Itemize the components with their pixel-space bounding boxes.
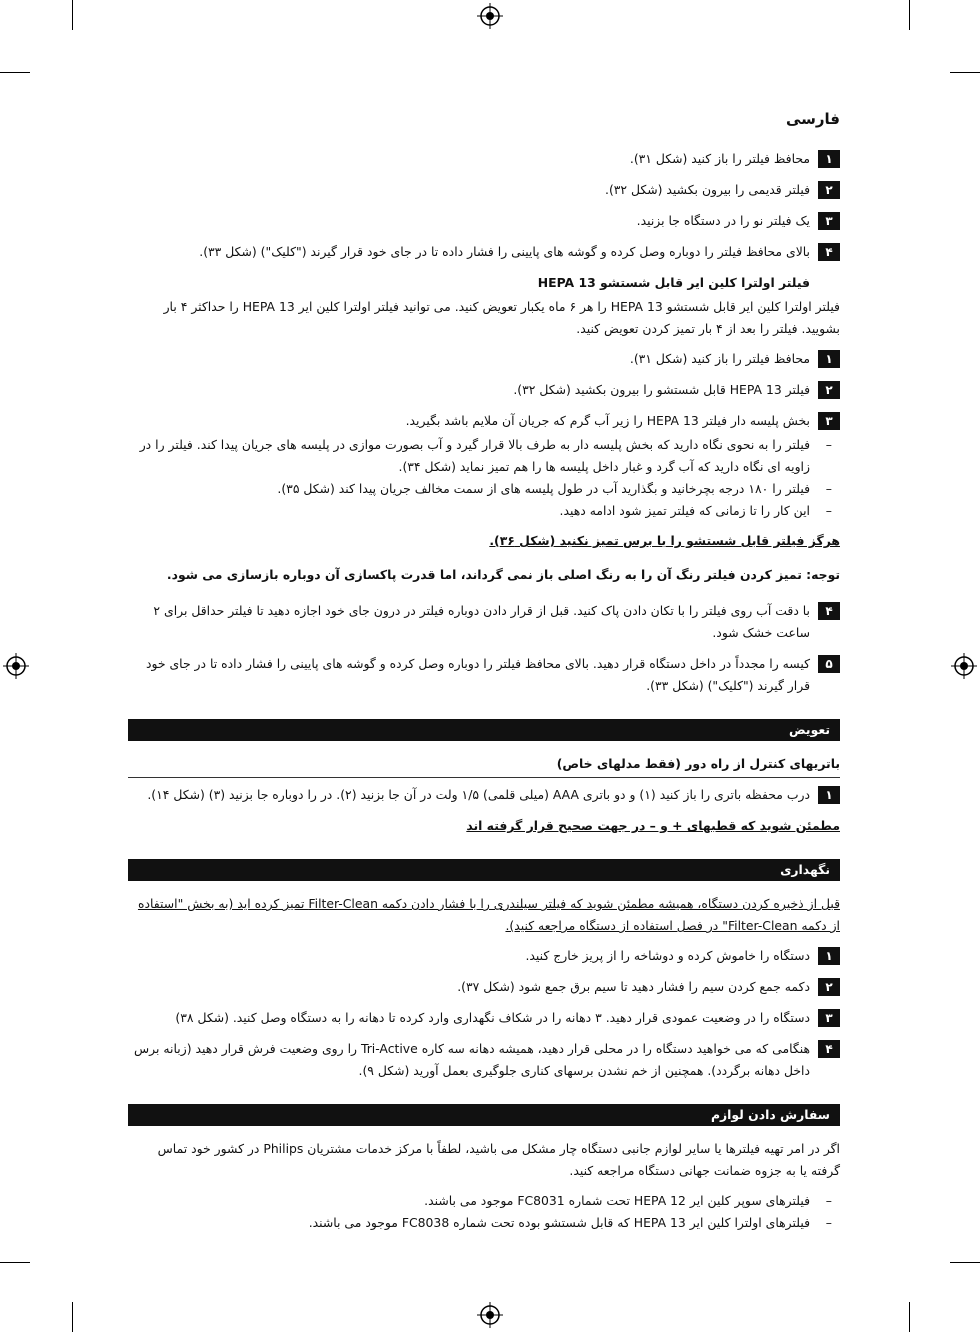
step-text: فیلتر HEPA 13 قابل شستشو را بیرون بکشید (شکل ۳۲). [513, 382, 810, 397]
list-item [128, 1038, 840, 1082]
list-item [128, 348, 840, 370]
step-number: ۲ [818, 181, 840, 199]
crop-mark [72, 0, 73, 30]
dash-text: این کار را تا زمانی که فیلتر تمیز شود ادامه دهید. [559, 503, 810, 518]
step-text: بخش پلیسه دار فیلتر HEPA 13 را زیر آب گرم که جریان آن ملایم باشد بگیرید. [405, 413, 810, 428]
divider [128, 777, 840, 778]
list-item [128, 653, 840, 697]
section-header-order: سفارش دادن لوازم [128, 1104, 840, 1126]
crop-mark [950, 1262, 980, 1263]
step-number: ۴ [818, 602, 840, 620]
hepa-paragraph: فیلتر اولترا کلین ایر قابل شستشو HEPA 13 را هر ۶ ماه یکبار تعویض کنید. می توانید فیلتر اولترا کلین ایر HEPA 13 را حداکثر ۴ بار بشویید. فیلتر را بعد از ۴ بار تمیز کردن تعویض کنید. [163, 299, 840, 336]
step-text: محافظ فیلتر را باز کنید (شکل ۳۱). [629, 351, 810, 366]
list-item [128, 784, 840, 806]
storage-paragraph: قبل از ذخیره کردن دستگاه، همیشه مطمئن شوید که فیلتر سیلندری را با فشار دادن دکمه Filter-Clean تمیز کرده اید (به بخش "استفاده از دکمه Filter-Clean" در فصل استفاده از دستگاه مراجعه کنید). [137, 896, 840, 933]
list-item [128, 210, 840, 232]
list-item [128, 179, 840, 201]
storage-steps [128, 945, 840, 1082]
registration-mark-icon [951, 653, 977, 679]
filter-replace-steps [128, 148, 840, 263]
step-text: هنگامی که می خواهید دستگاه را در محلی قرار دهید، همیشه دهانه سه کاره Tri-Active را روی وضعیت فرش قرار دهید (زبانه برس داخل دهانه برگردد). همچنین از خم نشدن برسهای کناری جلوگیری بعمل آورید (شکل ۹). [134, 1041, 810, 1078]
document-page [128, 100, 840, 1234]
dash-text: فیلتر را به نحوی نگاه دارید که بخش پلیسه دار به طرف بالا قرار گیرد و آب بصورت موازی در پلیسه های جریان پیدا کند. فیلتر را در زاویه ای نگاه دارید که آب گرد و غبار داخل پلیسه ها را هم تمیز نماید (شکل ۳۴). [139, 437, 810, 474]
section-header-storage: نگهداری [128, 859, 840, 881]
step-text: فیلتر قدیمی را بیرون بکشید (شکل ۳۲). [605, 182, 810, 197]
order-paragraph: اگر در امر تهیه فیلترها یا سایر لوازم جانبی دستگاه چار مشکل می باشید، لطفاً با مرکز خدمات مشتریان Philips در کشور خود تماس گرفته یا به جزوه ضمانت جهانی دستگاه مراجعه کنید. [157, 1141, 840, 1178]
crop-mark [0, 72, 30, 73]
step-text: بالای محافظ فیلتر را دوباره وصل کرده و گوشه های پایینی را فشار داده تا در جای خود قرار گیرند ("کلیک") (شکل ۳۳). [199, 244, 810, 259]
step-number: ۳ [818, 412, 840, 430]
dash-mark: – [825, 437, 832, 452]
step-number: ۱ [818, 150, 840, 168]
hepa-heading: فیلتر اولترا کلین ایر قابل شستشو HEPA 13 [537, 275, 810, 290]
crop-mark [72, 1302, 73, 1332]
step-text: یک فیلتر نو را در دستگاه جا بزنید. [636, 213, 810, 228]
list-item [128, 945, 840, 967]
step-number: ۴ [818, 1040, 840, 1058]
battery-heading: باتریهای کنترل از راه دور (فقط مدلهای خاص) [556, 756, 840, 771]
step-text: درب محفظه باتری را باز کنید (۱) و دو باتری AAA (میلی قلمی) ۱/۵ ولت در آن جا بزنید (۲). در را دوباره جا بزنید (۳) (شکل ۱۴). [147, 787, 810, 802]
note-text: توجه: تمیز کردن فیلتر رنگ آن را به رنگ اصلی باز نمی گرداند، اما قدرت پاکسازی آن دوباره بازسازی می شود. [166, 567, 840, 582]
dash-item [128, 1212, 840, 1234]
step-text: کیسه را مجدداً در داخل دستگاه قرار دهید. بالای محافظ فیلتر را دوباره وصل کرده و گوشه های پایینی را فشار داده تا در جای خود قرار گیرند ("کلیک") (شکل ۳۳). [145, 656, 810, 693]
crop-mark [909, 0, 910, 30]
crop-mark [909, 1302, 910, 1332]
warning-never-brush: هرگز فیلتر قابل شستشو را با برس تمیز نکنید (شکل ۳۶). [489, 533, 840, 548]
step-number: ۲ [818, 978, 840, 996]
step-text: دکمه جمع کردن سیم را فشار دهید تا سیم برق جمع شود (شکل ۳۷). [457, 979, 810, 994]
dash-item [128, 500, 840, 522]
list-item [128, 241, 840, 263]
dash-mark: – [825, 503, 832, 518]
step-text: دستگاه را در وضعیت عمودی قرار دهید. ۳ دهانه را در شکاف نگهداری وارد کرده تا دهانه را به دستگاه وصل کنید. (شکل ۳۸) [175, 1010, 810, 1025]
crop-mark [950, 72, 980, 73]
dash-text: فیلترهای اولترا کلین ایر HEPA 13 که قابل شستشو بوده تحت شماره FC8038 موجود می باشند. [308, 1215, 810, 1230]
step-number: ۳ [818, 212, 840, 230]
dash-item [128, 434, 840, 478]
step-number: ۱ [818, 947, 840, 965]
page-title: فارسی [785, 110, 840, 128]
dash-item [128, 478, 840, 500]
step-text: با دقت آب روی فیلتر را با تکان دادن پاک کنید. قبل از قرار دادن دوباره فیلتر در درون جای خود اجازه دهید تا فیلتر حداقل برای ۲ ساعت خشک شود. [153, 603, 810, 640]
hepa-wash-steps [128, 348, 840, 432]
section-header-replace: تعویض [128, 719, 840, 741]
step-number: ۳ [818, 1009, 840, 1027]
list-item [128, 379, 840, 401]
step-number: ۱ [818, 786, 840, 804]
list-item [128, 1007, 840, 1029]
step-number: ۲ [818, 381, 840, 399]
step-number: ۴ [818, 243, 840, 261]
step-number: ۵ [818, 655, 840, 673]
step-text: دستگاه را خاموش کرده و دوشاخه را از پریز خارج کنید. [525, 948, 810, 963]
registration-mark-icon [3, 653, 29, 679]
list-item [128, 600, 840, 644]
crop-mark [0, 1262, 30, 1263]
dash-mark: – [825, 1193, 832, 1208]
dash-text: فیلترهای سوپر کلین ایر HEPA 12 تحت شماره FC8031 موجود می باشند. [424, 1193, 810, 1208]
list-item [128, 410, 840, 432]
step-number: ۱ [818, 350, 840, 368]
list-item [128, 976, 840, 998]
step-text: محافظ فیلتر را باز کنید (شکل ۳۱). [629, 151, 810, 166]
registration-mark-icon [477, 1302, 503, 1328]
list-item [128, 148, 840, 170]
polarity-note: مطمئن شوید که قطبهای + و – در جهت صحیح قرار گرفته اند [466, 818, 840, 833]
registration-mark-icon [477, 3, 503, 29]
dash-mark: – [825, 481, 832, 496]
dash-mark: – [825, 1215, 832, 1230]
dash-text: فیلتر را ۱۸۰ درجه بچرخانید و بگذارید آب در طول پلیسه های از سمت مخالف جریان پیدا کند (شکل ۳۵). [277, 481, 810, 496]
dash-item [128, 1190, 840, 1212]
